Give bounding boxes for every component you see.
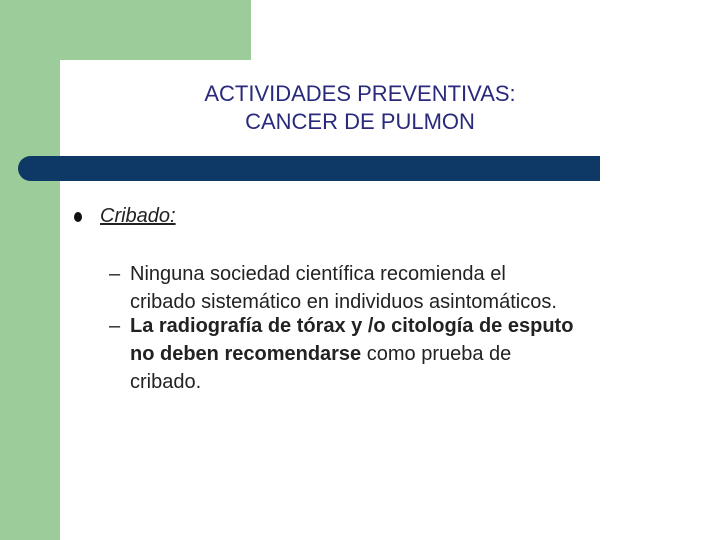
- sub-item-2-line-1: La radiografía de tórax y /o citología de esputo: [130, 315, 574, 337]
- sub-item-2-line-2-normal: como prueba de: [361, 343, 512, 365]
- slide-title-line-2: CANCER DE PULMON: [245, 109, 475, 134]
- dash-icon: –: [109, 263, 121, 285]
- sub-item-2-line-2-bold: no deben recomendarse: [130, 343, 362, 365]
- slide-title-line-1: ACTIVIDADES PREVENTIVAS:: [204, 81, 516, 106]
- sub-item-2: [130, 312, 690, 396]
- sub-item-2-line-3: cribado.: [130, 371, 202, 393]
- bullet-dot-icon: [74, 212, 82, 222]
- title-underline-bar: [18, 156, 600, 181]
- dash-icon: –: [109, 315, 121, 337]
- sub-item-1: [130, 260, 690, 316]
- sub-item-1-line-1: Ninguna sociedad científica recomienda el: [130, 263, 506, 285]
- slide-title: [60, 80, 660, 136]
- green-top-decoration: [60, 0, 251, 60]
- bullet-cribado-label: Cribado:: [100, 205, 176, 227]
- sub-item-1-line-2: cribado sistemático en individuos asintomáticos.: [130, 291, 557, 313]
- green-sidebar-decoration: [0, 0, 60, 540]
